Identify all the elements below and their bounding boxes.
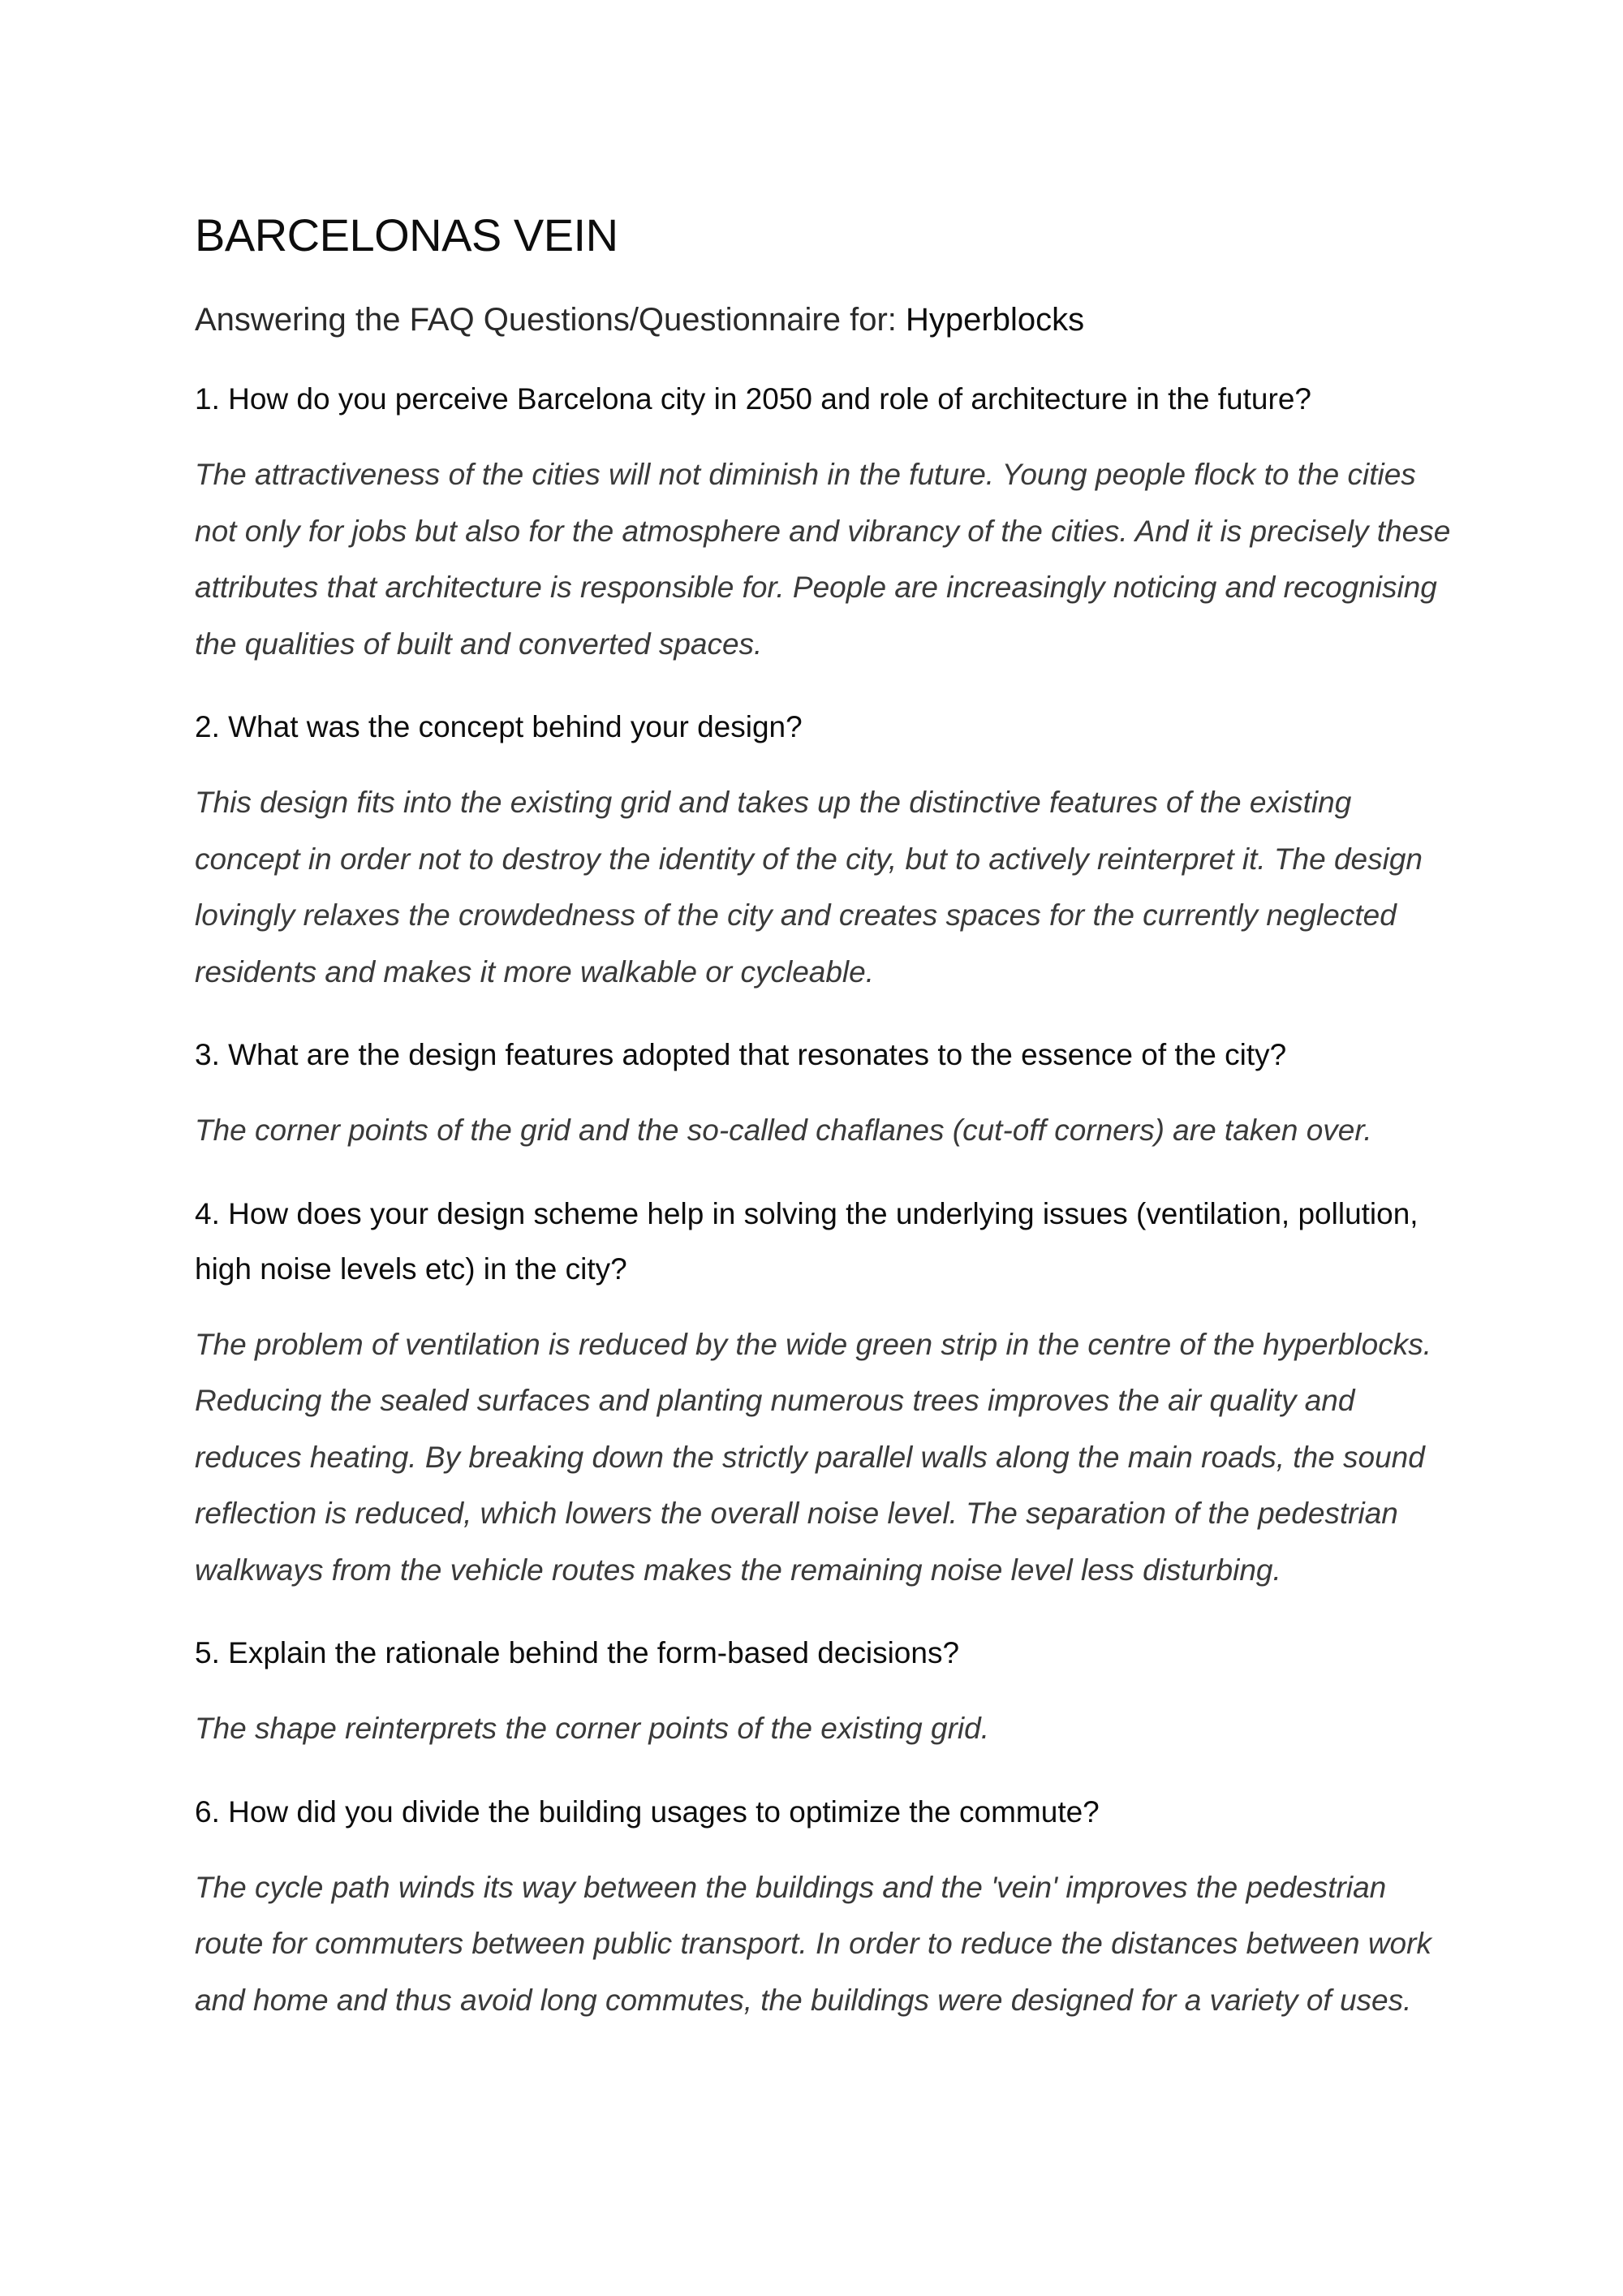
question-2: 2. What was the concept behind your design? [195, 710, 803, 743]
qa-item-2 [195, 700, 1461, 1000]
subtitle-prefix: Answering the FAQ Questions/Questionnaire for: [195, 302, 906, 338]
qa-item-1 [195, 372, 1461, 672]
answer-1: The attractiveness of the cities will not diminish in the future. Young people flock to the cities not only for jobs but also for the atmosphere and vibrancy of the cities. And it is precisely these attributes that architecture is responsible for. People are increasingly noticing and recognising the qualities of built and converted spaces. [195, 458, 1451, 661]
document-subtitle [195, 295, 1461, 344]
question-4: 4. How does your design scheme help in solving the underlying issues (ventilation, pollution, high noise levels etc) in the city? [195, 1196, 1419, 1286]
document-title: BARCELONAS VEIN [195, 209, 618, 261]
question-1: 1. How do you perceive Barcelona city in 2050 and role of architecture in the future? [195, 382, 1311, 416]
document-page [195, 203, 1461, 2028]
question-6: 6. How did you divide the building usages to optimize the commute? [195, 1794, 1100, 1829]
answer-2: This design fits into the existing grid and takes up the distinctive features of the existing concept in order not to destroy the identity of the city, but to actively reinterpret it. The design lovingly relaxes the crowdedness of the city and creates spaces for the currently neglected residents and makes it more walkable or cycleable. [195, 786, 1423, 989]
question-5: 5. Explain the rationale behind the form-based decisions? [195, 1636, 960, 1669]
answer-4: The problem of ventilation is reduced by the wide green strip in the centre of the hyperblocks. Reducing the sealed surfaces and planting numerous trees improves the air quality and reduces heating. By breaking down the strictly parallel walls along the main roads, the sound reflection is reduced, which lowers the overall noise level. The separation of the pedestrian walkways from the vehicle routes makes the remaining noise level less disturbing. [195, 1327, 1432, 1587]
qa-item-3 [195, 1027, 1461, 1159]
answer-5: The shape reinterprets the corner points of the existing grid. [195, 1712, 989, 1745]
qa-item-4 [195, 1187, 1461, 1599]
qa-item-6 [195, 1785, 1461, 2029]
qa-item-5 [195, 1626, 1461, 1757]
answer-6: The cycle path winds its way between the buildings and the 'vein' improves the pedestrian route for commuters between public transport. In order to reduce the distances between work and home and thus avoid long commutes, the buildings were designed for a variety of uses. [195, 1870, 1431, 2017]
answer-3: The corner points of the grid and the so-called chaflanes (cut-off corners) are taken over. [195, 1114, 1372, 1147]
subtitle-emphasis: Hyperblocks [906, 302, 1085, 338]
question-3: 3. What are the design features adopted that resonates to the essence of the city? [195, 1038, 1287, 1071]
